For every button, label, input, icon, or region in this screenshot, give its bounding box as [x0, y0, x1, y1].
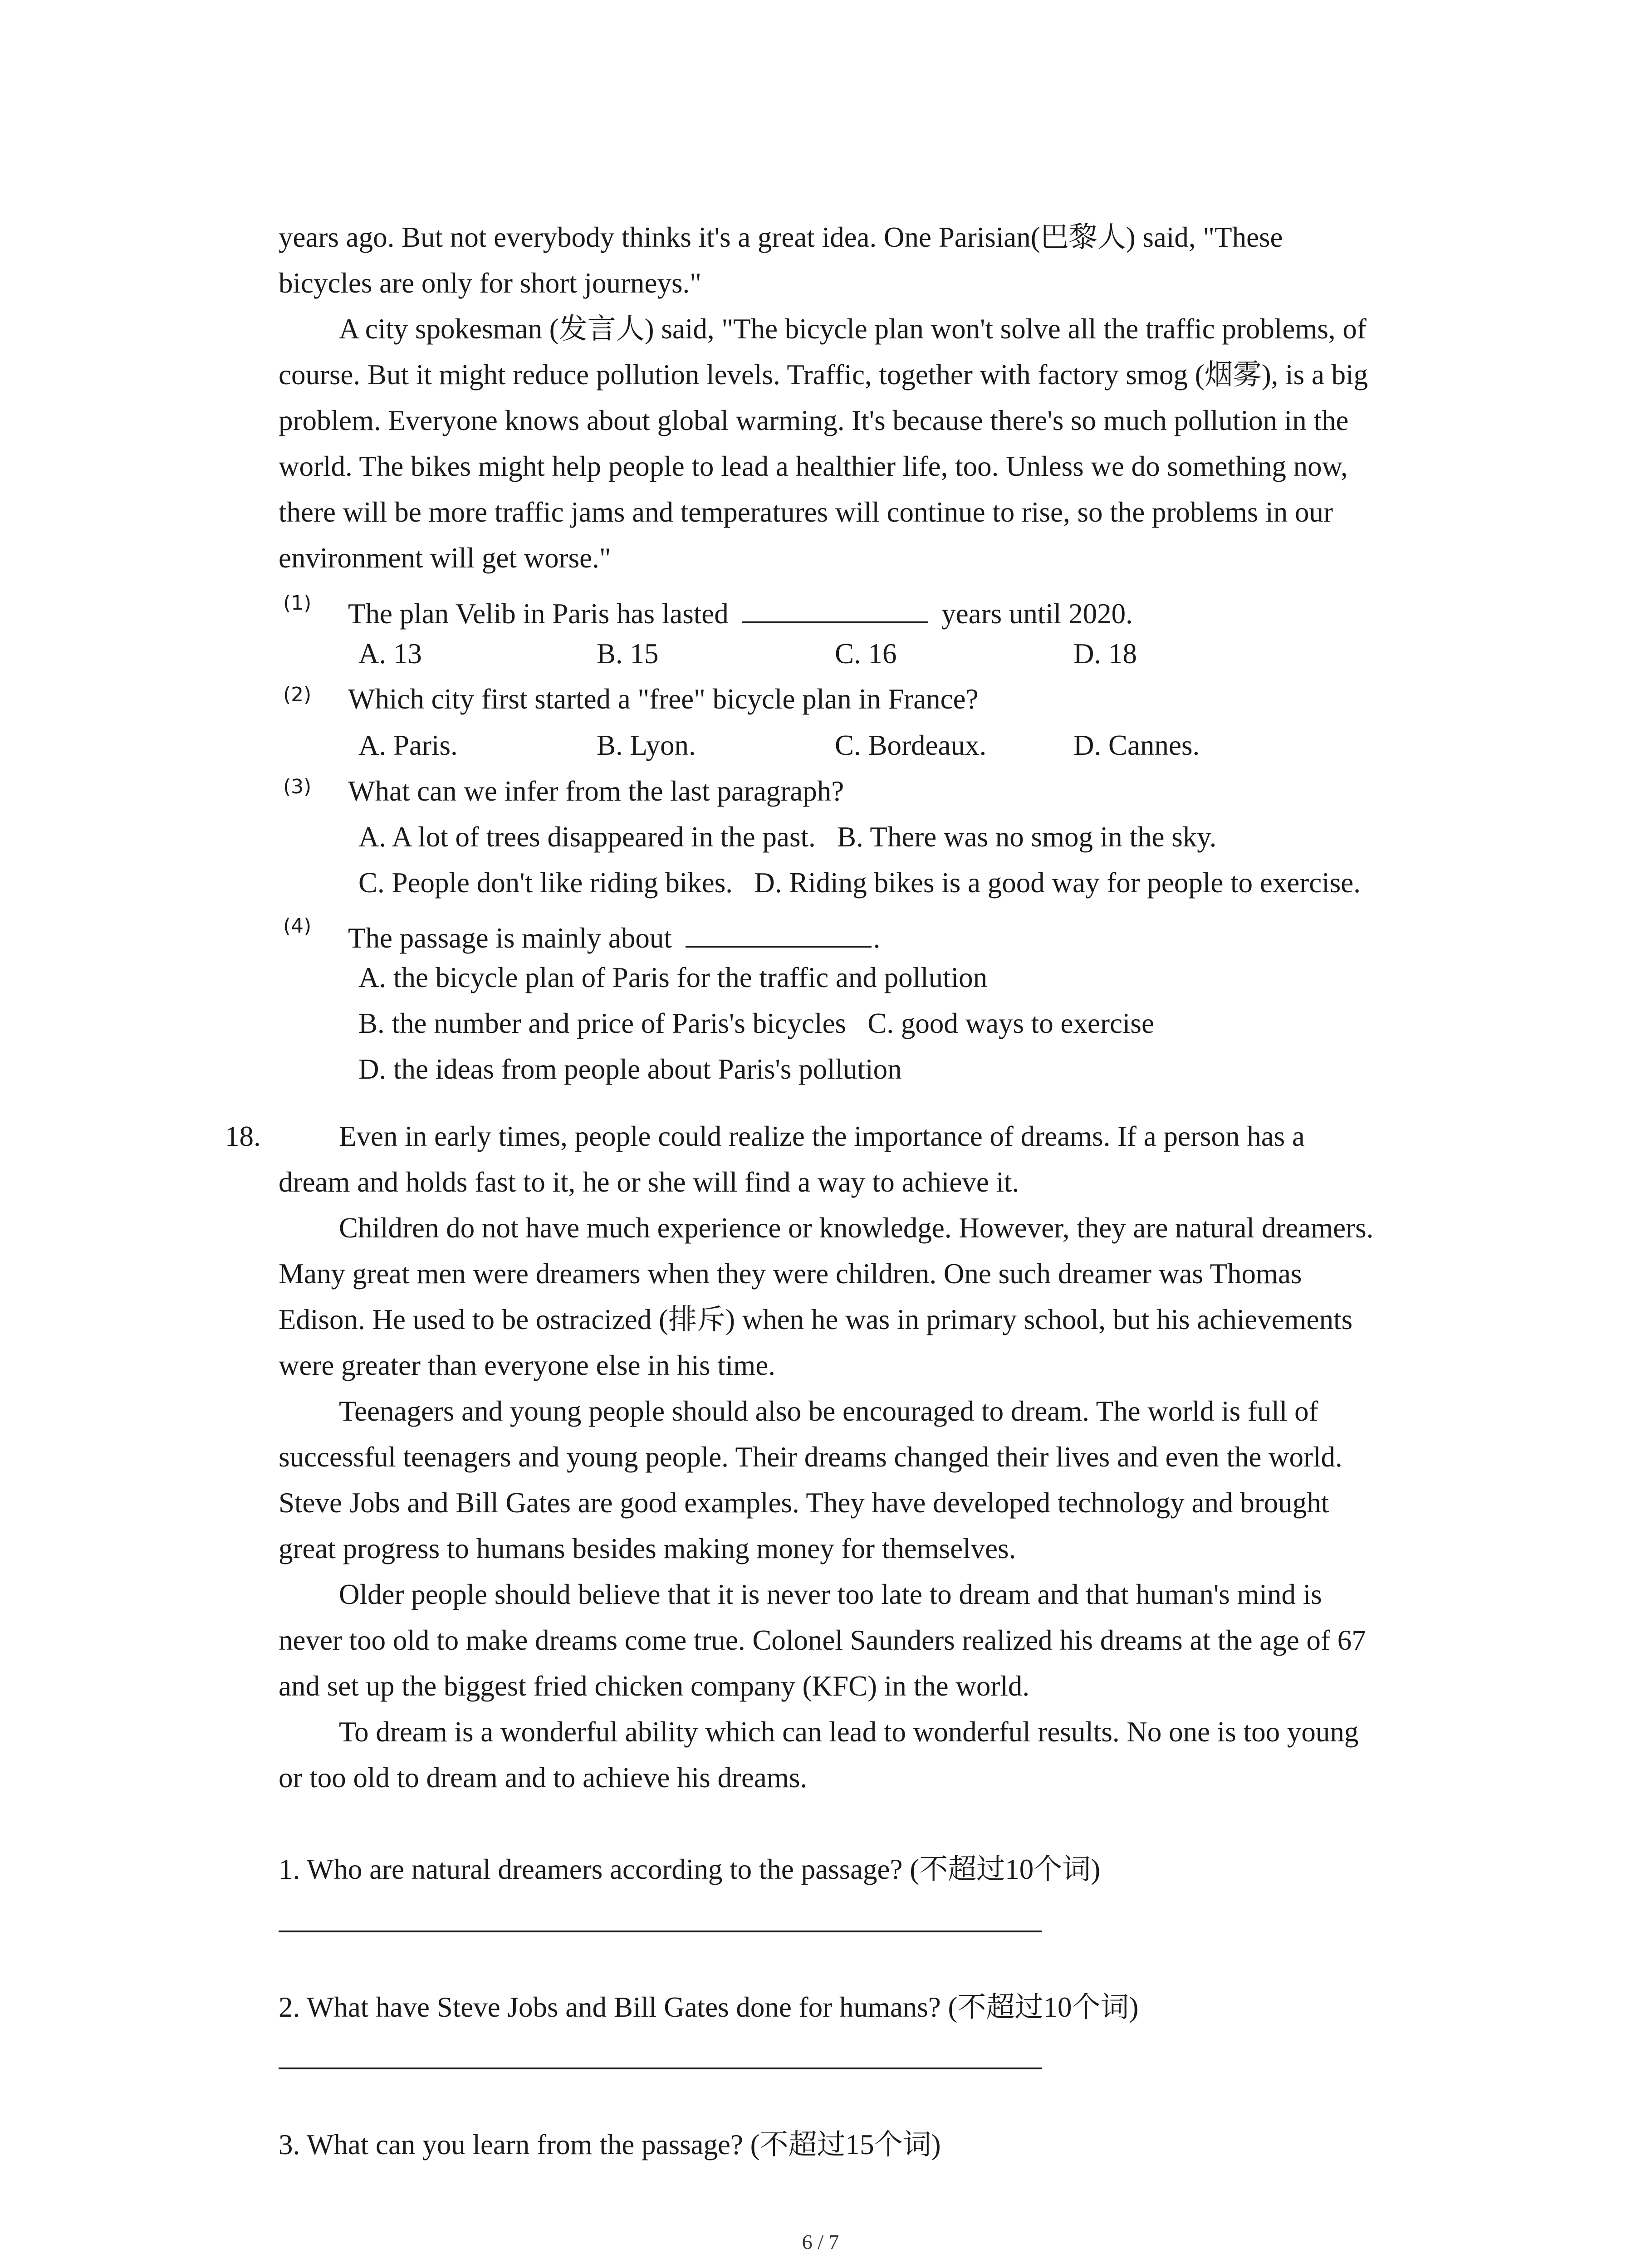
- question-number: (2): [283, 683, 312, 706]
- passage-line: never too old to make dreams come true. Colonel Saunders realized his dreams at the age of 67: [279, 1624, 1366, 1656]
- option-line[interactable]: B. the number and price of Paris's bicycles C. good ways to exercise: [358, 1007, 1154, 1039]
- passage-line: Edison. He used to be ostracized (排斥) when he was in primary school, but his achievements: [279, 1304, 1353, 1335]
- passage-line: years ago. But not everybody thinks it's a great idea. One Parisian(巴黎人) said, "These: [279, 221, 1283, 253]
- stem-text: The plan Velib in Paris has lasted: [348, 598, 729, 630]
- question-stem: [348, 593, 1133, 628]
- passage-line: bicycles are only for short journeys.": [279, 267, 701, 299]
- passage-line: were greater than everyone else in his time.: [279, 1349, 776, 1381]
- question-stem: Which city first started a "free" bicycle plan in France?: [348, 683, 979, 715]
- question-number: (3): [283, 775, 312, 798]
- page-number: 6 / 7: [802, 2230, 839, 2253]
- option-a[interactable]: A. 13: [358, 638, 422, 670]
- passage-line: environment will get worse.": [279, 542, 611, 574]
- question-number: (1): [283, 591, 312, 615]
- passage-line: dream and holds fast to it, he or she will find a way to achieve it.: [279, 1166, 1019, 1198]
- passage-line: Teenagers and young people should also be encouraged to dream. The world is full of: [339, 1395, 1318, 1427]
- passage-line: there will be more traffic jams and temperatures will continue to rise, so the problems in our: [279, 496, 1333, 528]
- question-stem: [348, 917, 880, 953]
- passage-line: Older people should believe that it is never too late to dream and that human's mind is: [339, 1579, 1322, 1610]
- option-line[interactable]: C. People don't like riding bikes. D. Riding bikes is a good way for people to exercise.: [358, 867, 1361, 899]
- option-b[interactable]: B. 15: [597, 638, 659, 670]
- option-line[interactable]: A. A lot of trees disappeared in the past. B. There was no smog in the sky.: [358, 821, 1217, 853]
- passage-line: Children do not have much experience or knowledge. However, they are natural dreamers.: [339, 1212, 1374, 1244]
- passage-line: world. The bikes might help people to lead a healthier life, too. Unless we do something now,: [279, 450, 1348, 482]
- question-number: (4): [283, 914, 312, 938]
- passage-line: and set up the biggest fried chicken company (KFC) in the world.: [279, 1670, 1030, 1702]
- question-stem: What can we infer from the last paragraph?: [348, 775, 844, 807]
- passage-line: Steve Jobs and Bill Gates are good examples. They have developed technology and brought: [279, 1487, 1329, 1519]
- option-line[interactable]: D. the ideas from people about Paris's pollution: [358, 1053, 902, 1085]
- passage-line: or too old to dream and to achieve his dreams.: [279, 1762, 808, 1794]
- short-question-1: 1. Who are natural dreamers according to the passage? (不超过10个词): [279, 1853, 1101, 1885]
- short-question-2: 2. What have Steve Jobs and Bill Gates done for humans? (不超过10个词): [279, 1991, 1139, 2023]
- passage-line: Even in early times, people could realize the importance of dreams. If a person has a: [339, 1120, 1305, 1152]
- answer-line-2[interactable]: [279, 2068, 1042, 2069]
- stem-text: years until 2020.: [941, 598, 1133, 630]
- answer-blank[interactable]: [686, 917, 872, 948]
- passage-line: problem. Everyone knows about global warming. It's because there's so much pollution in the: [279, 405, 1349, 436]
- passage-line: great progress to humans besides making money for themselves.: [279, 1533, 1016, 1564]
- passage-line: A city spokesman (发言人) said, "The bicycle plan won't solve all the traffic problems, of: [339, 313, 1367, 345]
- answer-blank[interactable]: [742, 593, 928, 623]
- stem-text: The passage is mainly about: [348, 922, 672, 954]
- answer-line-1[interactable]: [279, 1931, 1042, 1932]
- option-b[interactable]: B. Lyon.: [597, 729, 696, 761]
- option-d[interactable]: D. 18: [1073, 638, 1137, 670]
- passage-line: To dream is a wonderful ability which can lead to wonderful results. No one is too young: [339, 1716, 1359, 1748]
- question-number: 18.: [225, 1120, 261, 1152]
- option-d[interactable]: D. Cannes.: [1073, 729, 1200, 761]
- passage-line: Many great men were dreamers when they were children. One such dreamer was Thomas: [279, 1258, 1302, 1290]
- stem-text: .: [873, 922, 881, 954]
- option-c[interactable]: C. Bordeaux.: [835, 729, 987, 761]
- passage-line: course. But it might reduce pollution levels. Traffic, together with factory smog (烟雾), is a big: [279, 359, 1368, 391]
- short-question-3: 3. What can you learn from the passage? (不超过15个词): [279, 2129, 941, 2160]
- passage-line: successful teenagers and young people. Their dreams changed their lives and even the world.: [279, 1441, 1342, 1473]
- option-a[interactable]: A. Paris.: [358, 729, 458, 761]
- option-c[interactable]: C. 16: [835, 638, 897, 670]
- option-line[interactable]: A. the bicycle plan of Paris for the traffic and pollution: [358, 962, 988, 993]
